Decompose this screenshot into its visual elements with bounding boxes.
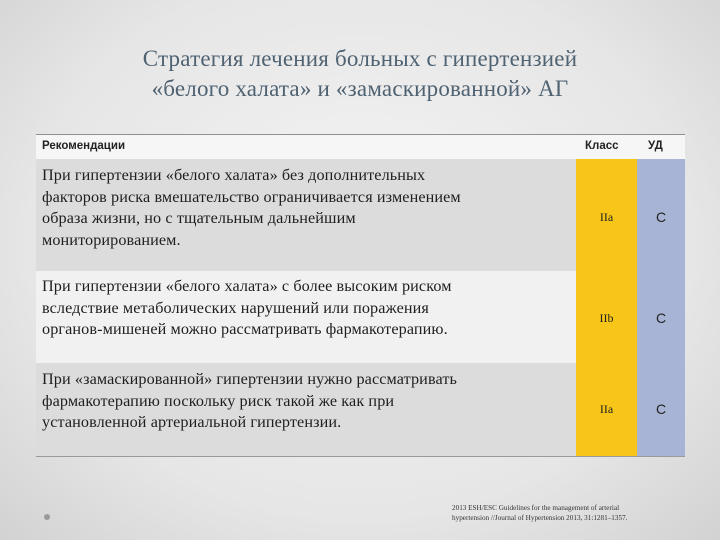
footnote-line: 2013 ESH/ESC Guidelines for the management of arterial bbox=[452, 504, 620, 512]
recommendation-line: мониторированием. bbox=[42, 230, 181, 249]
class-cell: IIb bbox=[599, 311, 614, 325]
recommendation-line: фармакотерапию поскольку риск такой же как при bbox=[42, 391, 395, 410]
level-column bbox=[637, 159, 685, 456]
slide-title-line-2: «белого халата» и «замаскированной» АГ bbox=[151, 76, 569, 101]
footnote bbox=[452, 504, 712, 523]
class-cell: IIa bbox=[599, 402, 614, 416]
level-cell: C bbox=[655, 310, 667, 326]
header-recommendations: Рекомендации bbox=[42, 140, 126, 152]
table-bottom-border bbox=[36, 456, 685, 457]
recommendation-text bbox=[42, 276, 572, 341]
recommendation-line: органов-мишеней можно рассматривать фармакотерапию. bbox=[42, 320, 448, 338]
table-row bbox=[36, 159, 576, 271]
class-column bbox=[576, 159, 637, 456]
footnote-line: hypertension //Journal of Hypertension 2013, 31:1281–1357. bbox=[452, 513, 628, 522]
recommendation-line: установленной артериальной гипертензии. bbox=[42, 413, 342, 431]
bullet-dot bbox=[44, 514, 50, 520]
header-level: УД bbox=[648, 140, 663, 152]
recommendation-line: вследствие метаболических нарушений или поражения bbox=[42, 298, 429, 317]
recommendation-text bbox=[42, 165, 572, 251]
recommendation-line: образа жизни, но с тщательным дальнейшим bbox=[42, 209, 356, 227]
level-cell: C bbox=[655, 401, 667, 417]
recommendation-line: При гипертензии «белого халата» без дополнительных bbox=[42, 166, 426, 184]
recommendation-line: При «замаскированной» гипертензии нужно рассматривать bbox=[42, 370, 457, 388]
slide-title bbox=[60, 44, 660, 104]
class-cell: IIa bbox=[599, 210, 614, 224]
recommendation-text bbox=[42, 369, 572, 434]
recommendations-table bbox=[36, 134, 685, 456]
table-row bbox=[36, 363, 576, 456]
table-header bbox=[36, 134, 685, 161]
slide-title-line-1: Стратегия лечения больных с гипертензией bbox=[142, 46, 578, 71]
recommendation-line: факторов риска вмешательство ограничивается изменением bbox=[42, 187, 461, 206]
recommendation-line: При гипертензии «белого халата» с более высоким риском bbox=[42, 277, 452, 295]
table-row bbox=[36, 271, 576, 363]
level-cell: C bbox=[655, 209, 667, 225]
header-class: Класс bbox=[585, 140, 619, 152]
